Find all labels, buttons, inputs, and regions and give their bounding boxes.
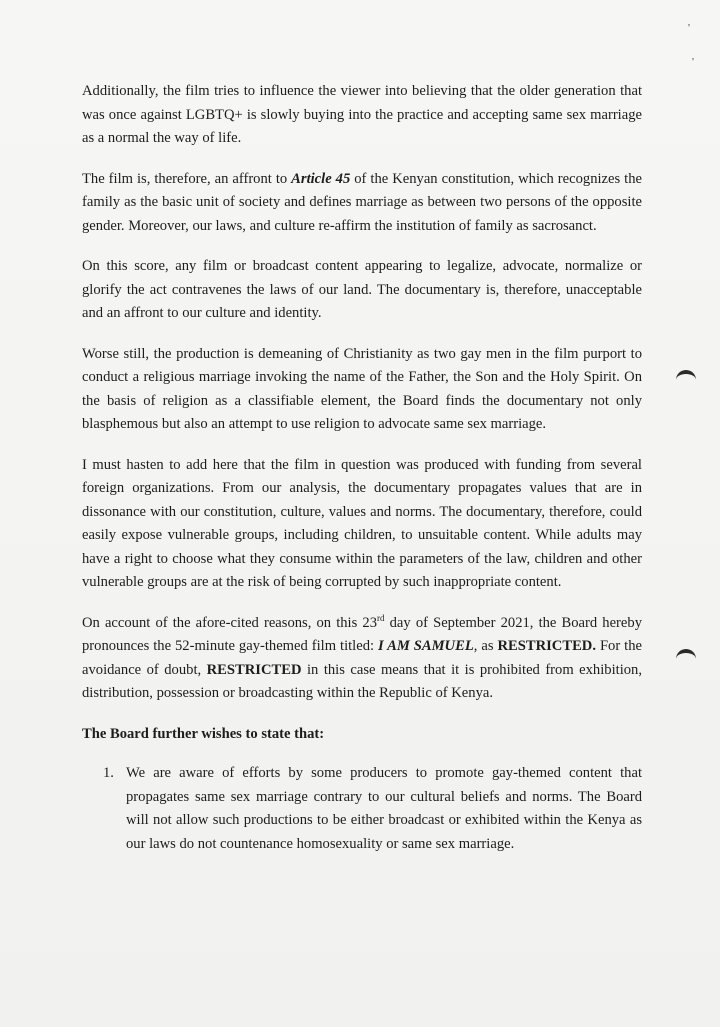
paragraph-text: For the avoidance of doubt, xyxy=(82,638,642,678)
restricted-label: RESTRICTED xyxy=(206,661,302,678)
paragraph-text: , as xyxy=(473,638,498,654)
paragraph-text: day of September 2021, the Board hereby pronounces the 52-minute gay-themed film titled: xyxy=(82,614,642,654)
film-title: I AM SAMUEL xyxy=(378,638,474,654)
paragraph-text: The film is, therefore, an affront to xyxy=(82,170,292,187)
paragraph: Worse still, the production is demeaning of Christianity as two gay men in the film purport to conduct a religious marriage invoking the name of the Father, the Son and the Holy Spirit. On the basis of religion as a classifiable element, the Board finds the documentary not only blasphemous but also an attempt to use religion to advocate same sex marriage. xyxy=(82,345,642,432)
paragraph-text: On account of the afore-cited reasons, on this 23 xyxy=(82,614,378,631)
paragraph-text: of the Kenyan constitution, which recognizes the family as the basic unit of society and defines marriage as between two persons of the opposite gender. Moreover, our laws, and culture re-affirm the institution of family as sacrosanct. xyxy=(82,170,642,234)
scan-mark: ' xyxy=(692,56,694,68)
punch-hole-icon xyxy=(676,649,696,665)
numbered-list xyxy=(82,762,642,856)
list-number: 1. xyxy=(103,765,114,781)
paragraph-text: in this case means that it is prohibited from exhibition, distribution, possession or broadcasting within the Republic of Kenya. xyxy=(82,661,642,701)
punch-hole-icon xyxy=(676,370,696,386)
document-body xyxy=(82,80,642,856)
scan-mark: ' xyxy=(688,22,690,34)
list-item xyxy=(82,762,642,856)
ordinal-suffix: rd xyxy=(377,612,385,623)
paragraph xyxy=(82,168,642,239)
article-reference: Article 45 xyxy=(291,170,351,187)
section-heading: The Board further wishes to state that: xyxy=(82,725,325,742)
paragraph: On this score, any film or broadcast content appearing to legalize, advocate, normalize or glorify the act contravenes the laws of our land. The documentary is, therefore, unacceptable and an affront to our culture and identity. xyxy=(82,258,642,321)
paragraph xyxy=(82,612,642,706)
paragraph: Additionally, the film tries to influence the viewer into believing that the older generation that was once against LGBTQ+ is slowly buying into the practice and accepting same sex marriage as a normal the way of life. xyxy=(82,83,642,146)
list-item-text: We are aware of efforts by some producers to promote gay-themed content that propagates same sex marriage contrary to our cultural beliefs and norms. The Board will not allow such productions to be either broadcast or exhibited within the Kenya as our laws do not countenance homosexuality or same sex marriage. xyxy=(126,765,642,852)
restricted-label: RESTRICTED. xyxy=(497,638,596,654)
paragraph: I must hasten to add here that the film in question was produced with funding from several foreign organizations. From our analysis, the documentary propagates values that are in dissonance with our constitution, culture, values and norms. The documentary, therefore, could easily expose vulnerable groups, including children, to unsuitable content. While adults may have a right to choose what they consume within the parameters of the law, children and other vulnerable groups are at the risk of being corrupted by such inappropriate content. xyxy=(82,456,642,590)
